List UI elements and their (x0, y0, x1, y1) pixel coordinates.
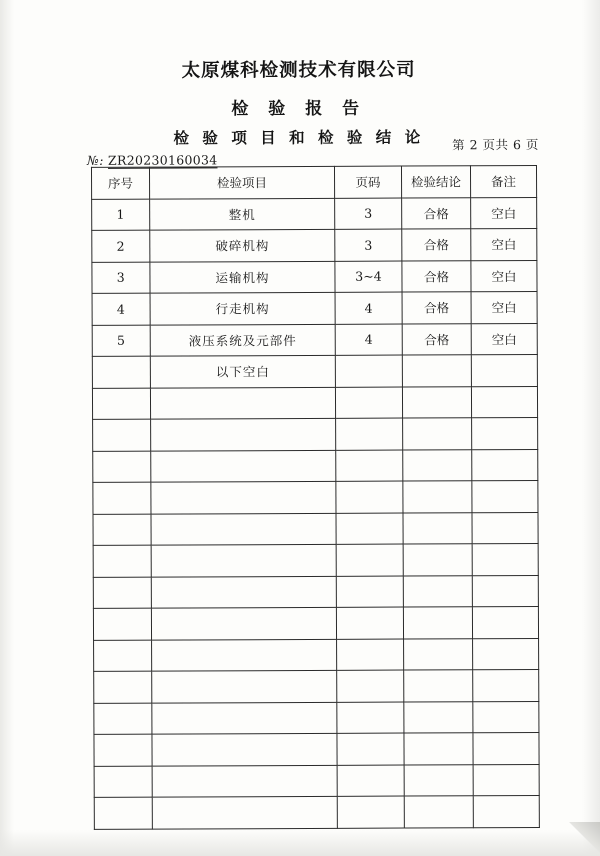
cell-empty (151, 513, 336, 545)
cell-empty (336, 576, 403, 608)
cell-remark (471, 354, 537, 386)
cell-empty (472, 512, 538, 544)
cell-empty (93, 482, 151, 514)
cell-result: 合格 (402, 292, 471, 324)
column-header-page: 页码 (334, 166, 401, 198)
cell-empty (94, 766, 152, 798)
table-row-empty (94, 764, 539, 797)
table-row-empty (94, 638, 539, 671)
cell-result: 合格 (402, 323, 471, 355)
table-row-blank-note (92, 354, 537, 387)
table-row-empty (93, 512, 538, 545)
cell-empty (152, 670, 337, 702)
column-header-remark: 备注 (470, 165, 536, 197)
cell-item: 行走机构 (150, 292, 335, 324)
cell-empty (151, 481, 336, 513)
cell-empty (152, 796, 337, 828)
table-header-row (91, 165, 536, 198)
page-indicator: 第 2 页共 6 页 (452, 136, 539, 153)
report-title: 检 验 报 告 (231, 98, 367, 120)
table-row-empty (94, 732, 539, 765)
cell-page: 3~4 (335, 261, 402, 293)
cell-empty (403, 418, 472, 450)
cell-empty (93, 608, 151, 640)
cell-empty (473, 795, 539, 827)
cell-empty (473, 732, 539, 764)
cell-empty (337, 639, 404, 671)
cell-empty (152, 702, 337, 734)
table-row-empty (92, 386, 537, 419)
cell-empty (404, 796, 473, 828)
cell-empty (152, 733, 337, 765)
cell-empty (402, 386, 471, 418)
cell-result (402, 355, 471, 387)
cell-empty (404, 701, 473, 733)
cell-empty (335, 387, 402, 419)
cell-blank-note: 以下空白 (150, 355, 335, 387)
cell-empty (94, 640, 152, 672)
cell-remark: 空白 (471, 323, 537, 355)
cell-empty (473, 669, 539, 701)
cell-seq: 5 (92, 325, 150, 357)
cell-empty (403, 481, 472, 513)
table-row (92, 260, 537, 293)
cell-empty (473, 764, 539, 796)
cell-empty (336, 607, 403, 639)
table-row-empty (93, 606, 538, 639)
table-row-empty (93, 417, 538, 450)
cell-remark: 空白 (471, 291, 537, 323)
cell-seq: 2 (92, 230, 150, 262)
table-row (92, 228, 537, 261)
cell-empty (337, 765, 404, 797)
table-row-empty (94, 701, 539, 734)
cell-empty (337, 702, 404, 734)
cell-remark: 空白 (471, 197, 537, 229)
cell-empty (94, 703, 152, 735)
cell-page (335, 355, 402, 387)
cell-item: 破碎机构 (150, 229, 335, 261)
table-row-empty (93, 480, 538, 513)
table-body (92, 197, 538, 388)
cell-page: 3 (335, 198, 402, 230)
cell-empty (94, 734, 152, 766)
company-title: 太原煤科检测技术有限公司 (181, 59, 416, 82)
cell-seq: 3 (92, 262, 150, 294)
cell-item: 运输机构 (150, 261, 335, 293)
table-row-empty (93, 449, 538, 482)
cell-empty (336, 418, 403, 450)
cell-result: 合格 (402, 197, 471, 229)
report-number-label: №: (86, 152, 105, 168)
cell-empty (404, 670, 473, 702)
cell-result: 合格 (402, 229, 471, 261)
cell-remark: 空白 (471, 260, 537, 292)
cell-empty (472, 449, 538, 481)
cell-empty (472, 417, 538, 449)
cell-empty (472, 575, 538, 607)
cell-item: 整机 (150, 198, 335, 230)
table-row-empty (93, 543, 538, 576)
table-empty-rows (92, 386, 539, 829)
cell-empty (151, 544, 336, 576)
cell-result: 合格 (402, 260, 471, 292)
cell-empty (473, 701, 539, 733)
cell-empty (94, 671, 152, 703)
cell-empty (472, 543, 538, 575)
report-number-value: ZR20230160034 (107, 152, 218, 168)
table-row-empty (93, 575, 538, 608)
cell-empty (92, 388, 150, 420)
cell-empty (403, 575, 472, 607)
cell-empty (150, 387, 335, 419)
section-title: 检 验 项 目 和 检 验 结 论 (173, 127, 425, 148)
cell-empty (93, 451, 151, 483)
column-header-seq: 序号 (91, 167, 149, 199)
cell-empty (404, 733, 473, 765)
cell-empty (403, 449, 472, 481)
cell-empty (404, 638, 473, 670)
table-row-empty (94, 669, 539, 702)
cell-empty (151, 576, 336, 608)
column-header-item: 检验项目 (149, 166, 334, 198)
cell-empty (336, 544, 403, 576)
cell-empty (403, 512, 472, 544)
cell-item: 液压系统及元部件 (150, 324, 335, 356)
document-content (0, 0, 598, 380)
cell-empty (337, 733, 404, 765)
cell-page: 3 (335, 229, 402, 261)
cell-empty (473, 638, 539, 670)
page-corner-fold (566, 822, 600, 856)
cell-empty (93, 419, 151, 451)
cell-empty (336, 513, 403, 545)
inspection-items-table (91, 165, 540, 829)
column-header-result: 检验结论 (401, 166, 470, 198)
cell-seq (92, 356, 150, 388)
cell-empty (403, 607, 472, 639)
cell-empty (151, 607, 336, 639)
cell-empty (94, 797, 152, 829)
cell-empty (93, 577, 151, 609)
cell-empty (151, 418, 336, 450)
cell-empty (336, 481, 403, 513)
scan-edge-shadow-bottom (0, 830, 600, 856)
cell-empty (472, 480, 538, 512)
cell-empty (152, 765, 337, 797)
cell-empty (93, 545, 151, 577)
cell-seq: 1 (92, 199, 150, 231)
cell-empty (151, 450, 336, 482)
cell-empty (93, 514, 151, 546)
cell-empty (337, 670, 404, 702)
cell-remark: 空白 (471, 228, 537, 260)
cell-seq: 4 (92, 293, 150, 325)
cell-page: 4 (335, 292, 402, 324)
cell-empty (471, 386, 537, 418)
table-row-empty (94, 795, 539, 828)
cell-page: 4 (335, 324, 402, 356)
cell-empty (403, 544, 472, 576)
cell-empty (472, 606, 538, 638)
table-row (92, 291, 537, 324)
cell-empty (404, 764, 473, 796)
cell-empty (152, 639, 337, 671)
cell-empty (336, 450, 403, 482)
table-row (92, 323, 537, 356)
cell-empty (337, 796, 404, 828)
table-row (92, 197, 537, 230)
